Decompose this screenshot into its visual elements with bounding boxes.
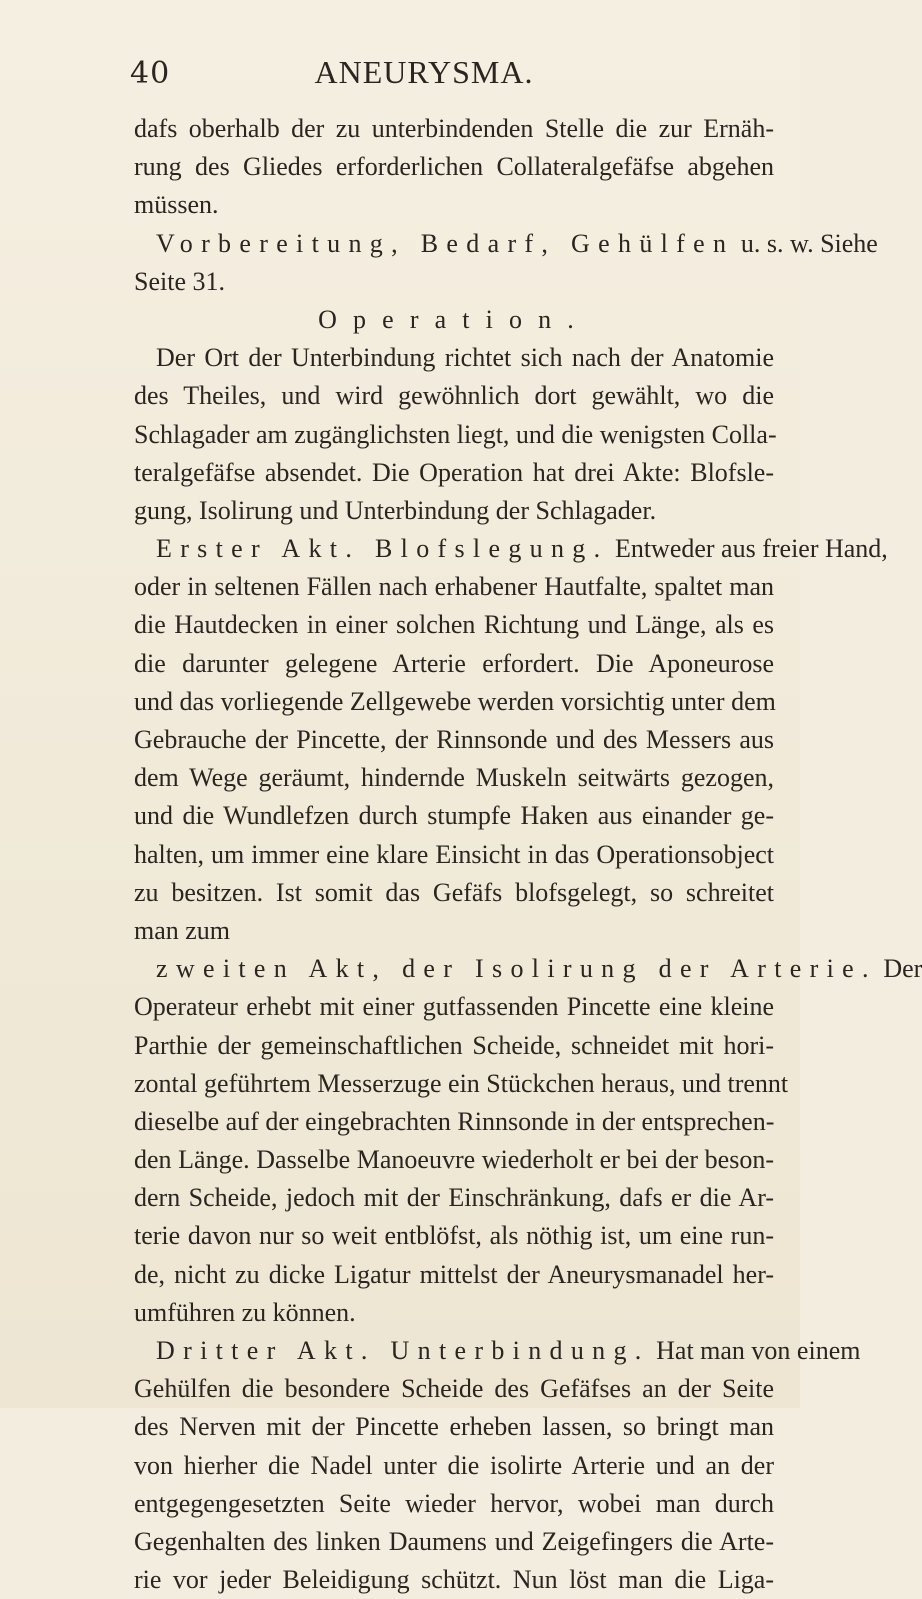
text-line	[134, 1141, 774, 1179]
text-line	[134, 1332, 861, 1370]
text-line	[134, 110, 774, 148]
text-line	[134, 1294, 774, 1332]
line-text: Gegenhalten des linken Daumens und Zeigefingers die Arte-	[134, 1526, 774, 1556]
text-line	[134, 606, 774, 644]
line-text: oder in seltenen Fällen nach erhabener Hautfalte, spaltet man	[134, 572, 774, 602]
line-text: des Theiles, und wird gewöhnlich dort gewählt, wo die	[134, 381, 774, 411]
line-text: terie davon nur so weit entblöfst, als nöthig ist, um eine run-	[134, 1221, 774, 1251]
text-line	[134, 1217, 774, 1255]
text-line	[134, 797, 774, 835]
text-line	[134, 645, 774, 683]
text-line	[134, 1523, 774, 1561]
text-line	[134, 568, 774, 606]
spaced-emphasis: zweiten Akt, der Isolirung der Arterie.	[156, 954, 877, 984]
line-text: rie vor jeder Beleidigung schützt. Nun löst man die Liga-	[134, 1565, 774, 1595]
text-line	[134, 912, 774, 950]
line-text: Gebrauche der Pincette, der Rinnsonde und des Messers aus	[134, 725, 774, 754]
line-text: dem Wege geräumt, hindernde Muskeln seitwärts gezogen,	[134, 763, 774, 793]
line-text: Schlagader am zugänglichsten liegt, und die wenigsten Colla-	[134, 419, 777, 449]
running-title: ANEURYSMA.	[314, 54, 534, 90]
line-text: Entweder aus freier Hand,	[608, 534, 888, 564]
heading-text: Operation.	[318, 304, 590, 334]
line-text: Der	[876, 954, 922, 984]
text-line	[134, 339, 774, 377]
line-text: Seite 31.	[134, 266, 225, 296]
text-line	[134, 1408, 774, 1446]
line-text: dafs oberhalb der zu unterbindenden Stelle die zur Ernäh-	[134, 114, 774, 143]
line-text: dieselbe auf der eingebrachten Rinnsonde in der entsprechen-	[134, 1106, 775, 1136]
line-text: u. s. w. Siehe	[734, 228, 878, 258]
page-header	[120, 52, 728, 96]
text-line	[134, 1027, 774, 1065]
line-text: und die Wundlefzen durch stumpfe Haken aus einander ge-	[134, 801, 774, 831]
line-text: entgegengesetzten Seite wieder hervor, wobei man durch	[134, 1488, 774, 1518]
page-number: 40	[130, 56, 171, 91]
line-text: man zum	[134, 915, 231, 945]
text-line	[134, 683, 774, 721]
line-text: die darunter gelegene Arterie erfordert. Die Aponeurose	[134, 648, 774, 678]
text-line	[134, 1103, 774, 1141]
text-line	[134, 836, 774, 874]
line-text: den Länge. Dasselbe Manoeuvre wiederholt er bei der beson-	[134, 1145, 774, 1175]
text-line	[134, 1561, 774, 1599]
text-line	[134, 950, 922, 988]
text-line	[134, 1256, 774, 1294]
text-line	[134, 225, 878, 263]
line-text: zontal geführtem Messerzuge ein Stückchen heraus, und trennt	[134, 1068, 789, 1098]
text-line	[134, 148, 774, 186]
text-line	[134, 1179, 774, 1217]
text-line	[134, 186, 774, 224]
line-text: de, nicht zu dicke Ligatur mittelst der Aneurysmanadel her-	[134, 1259, 774, 1289]
spaced-emphasis: Erster Akt. Blofslegung.	[156, 534, 609, 564]
text-line	[134, 1370, 774, 1408]
line-text: Gehülfen die besondere Scheide des Gefäfses an der Seite	[134, 1374, 774, 1404]
text-line	[134, 1447, 774, 1485]
text-line	[134, 263, 774, 301]
line-text: teralgefäfse absendet. Die Operation hat drei Akte: Blofsle-	[134, 457, 774, 487]
line-text: zu besitzen. Ist somit das Gefäfs blofsgelegt, so schreitet	[134, 877, 774, 907]
spaced-emphasis: Vorbereitung, Bedarf, Gehülfen	[156, 228, 735, 258]
line-text: umführen zu können.	[134, 1297, 356, 1327]
line-text: rung des Gliedes erforderlichen Collateralgefäfse abgehen	[134, 152, 774, 182]
line-text: Parthie der gemeinschaftlichen Scheide, schneidet mit hori-	[134, 1030, 774, 1060]
line-text: von hierher die Nadel unter die isolirte Arterie und an der	[134, 1450, 774, 1480]
text-line	[134, 377, 774, 415]
text-line	[134, 416, 777, 454]
line-text: Operateur erhebt mit einer gutfassenden Pincette eine kleine	[134, 992, 774, 1022]
spaced-emphasis: Dritter Akt. Unterbindung.	[156, 1336, 650, 1365]
text-line	[134, 721, 774, 759]
line-text: dern Scheide, jedoch mit der Einschränkung, dafs er die Ar-	[134, 1183, 774, 1213]
text-line	[134, 1485, 774, 1523]
text-line	[134, 1065, 789, 1103]
text-line	[134, 530, 888, 568]
line-text: müssen.	[134, 190, 219, 220]
text-line	[134, 454, 774, 492]
text-line	[134, 874, 774, 912]
section-heading	[134, 301, 774, 339]
text-line	[134, 492, 774, 530]
line-text: des Nerven mit der Pincette erheben lassen, so bringt man	[134, 1412, 774, 1442]
body-text	[134, 110, 922, 1599]
line-text: halten, um immer eine klare Einsicht in das Operationsobject	[134, 839, 774, 869]
line-text: gung, Isolirung und Unterbindung der Schlagader.	[134, 495, 657, 525]
text-line	[134, 988, 774, 1026]
line-text: Der Ort der Unterbindung richtet sich nach der Anatomie	[156, 343, 774, 373]
line-text: Hat man von einem	[649, 1336, 861, 1365]
text-line	[134, 759, 774, 797]
line-text: die Hautdecken in einer solchen Richtung und Länge, als es	[134, 610, 774, 640]
line-text: und das vorliegende Zellgewebe werden vorsichtig unter dem	[134, 686, 776, 716]
